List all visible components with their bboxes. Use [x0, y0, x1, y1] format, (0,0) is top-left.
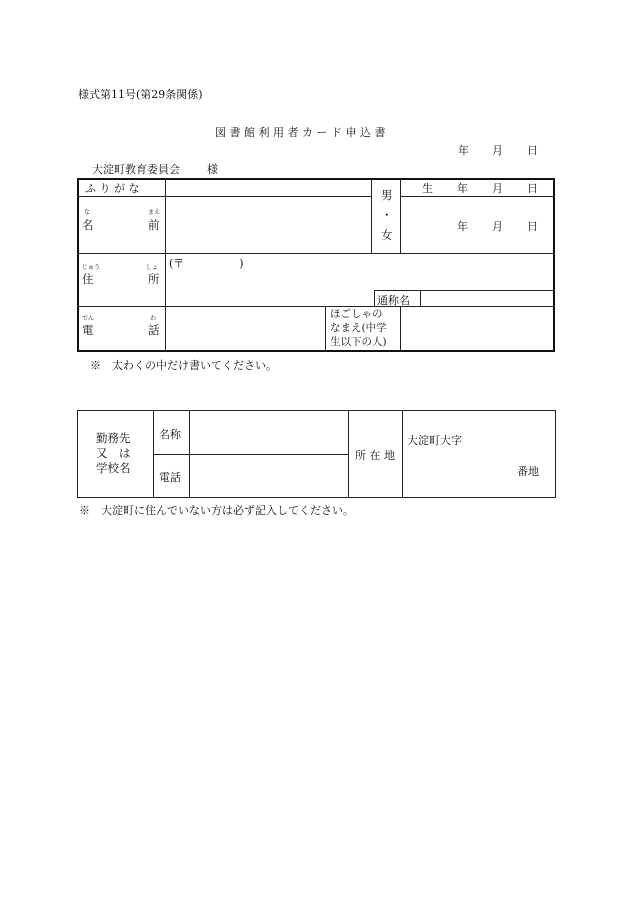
guardian-label-line3: 生以下の人)	[330, 336, 387, 348]
name-label-right: 前	[148, 218, 160, 232]
date-month-label: 月	[492, 144, 503, 157]
phone-field[interactable]	[167, 308, 324, 351]
birth-year-label: 年	[457, 182, 468, 195]
age-month-label: 月	[492, 220, 503, 233]
phone-label-right: 話	[148, 323, 160, 337]
phone-label-left: 電	[82, 323, 94, 337]
name-ruby-left: な	[84, 209, 91, 216]
furigana-field[interactable]	[167, 180, 370, 195]
address-ruby-right: しょ	[146, 264, 159, 271]
address-label-left: 住	[82, 272, 94, 286]
postal-code-label: (〒 )	[169, 257, 244, 270]
birth-label: 生	[422, 182, 433, 195]
page-title: 図 書 館 利 用 者 カ ー ド 申 込 書	[215, 126, 386, 139]
employer-phone-field[interactable]	[191, 456, 347, 496]
date-year-label: 年	[458, 144, 469, 157]
employer-label-line2: 又 は	[96, 446, 131, 460]
guardian-label-line2: なまえ(中学	[330, 322, 387, 334]
phone-ruby-right: わ	[150, 315, 157, 322]
employer-name-label: 名称	[159, 428, 181, 441]
birth-day-label: 日	[527, 182, 538, 195]
employer-label-line3: 学校名	[96, 461, 131, 475]
birth-month-label: 月	[492, 182, 503, 195]
employer-label-line1: 勤務先	[96, 431, 131, 445]
gender-male-label: 男	[381, 188, 393, 202]
town-label: 大淀町大字	[407, 434, 462, 447]
note-bold-frame: ※ 太わくの中だけ書いてください。	[90, 359, 277, 372]
guardian-label-line1: ほごしゃの	[330, 308, 383, 320]
common-name-field[interactable]	[422, 292, 553, 305]
gender-separator: ・	[381, 208, 393, 222]
form-number: 様式第11号(第29条関係)	[78, 88, 203, 101]
note-non-resident: ※ 大淀町に住んでいない方は必ず記入してください。	[79, 504, 354, 517]
location-label: 所 在 地	[355, 449, 395, 462]
gender-selector[interactable]	[372, 180, 400, 252]
name-ruby-right: まえ	[148, 209, 161, 216]
employer-location-field[interactable]	[404, 412, 555, 496]
name-field[interactable]	[167, 198, 370, 252]
guardian-name-field[interactable]	[402, 308, 553, 351]
common-name-label: 通称名	[377, 294, 410, 307]
date-day-label: 日	[527, 144, 538, 157]
furigana-label: ふ り が な	[85, 182, 140, 195]
age-year-label: 年	[457, 220, 468, 233]
employer-name-field[interactable]	[191, 412, 347, 453]
address-field[interactable]	[167, 268, 553, 289]
age-day-label: 日	[527, 220, 538, 233]
addressee: 大淀町教育委員会	[92, 163, 180, 176]
address-label-right: 所	[148, 272, 160, 286]
address-ruby-left: じゅう	[82, 264, 101, 271]
employer-phone-label: 電話	[159, 471, 181, 484]
phone-ruby-left: でん	[82, 315, 95, 322]
banchi-label: 番地	[517, 465, 539, 478]
birth-date-field[interactable]	[402, 198, 552, 252]
addressee-honorific: 様	[207, 163, 218, 176]
name-label-left: 名	[82, 218, 94, 232]
gender-female-label: 女	[381, 228, 393, 242]
